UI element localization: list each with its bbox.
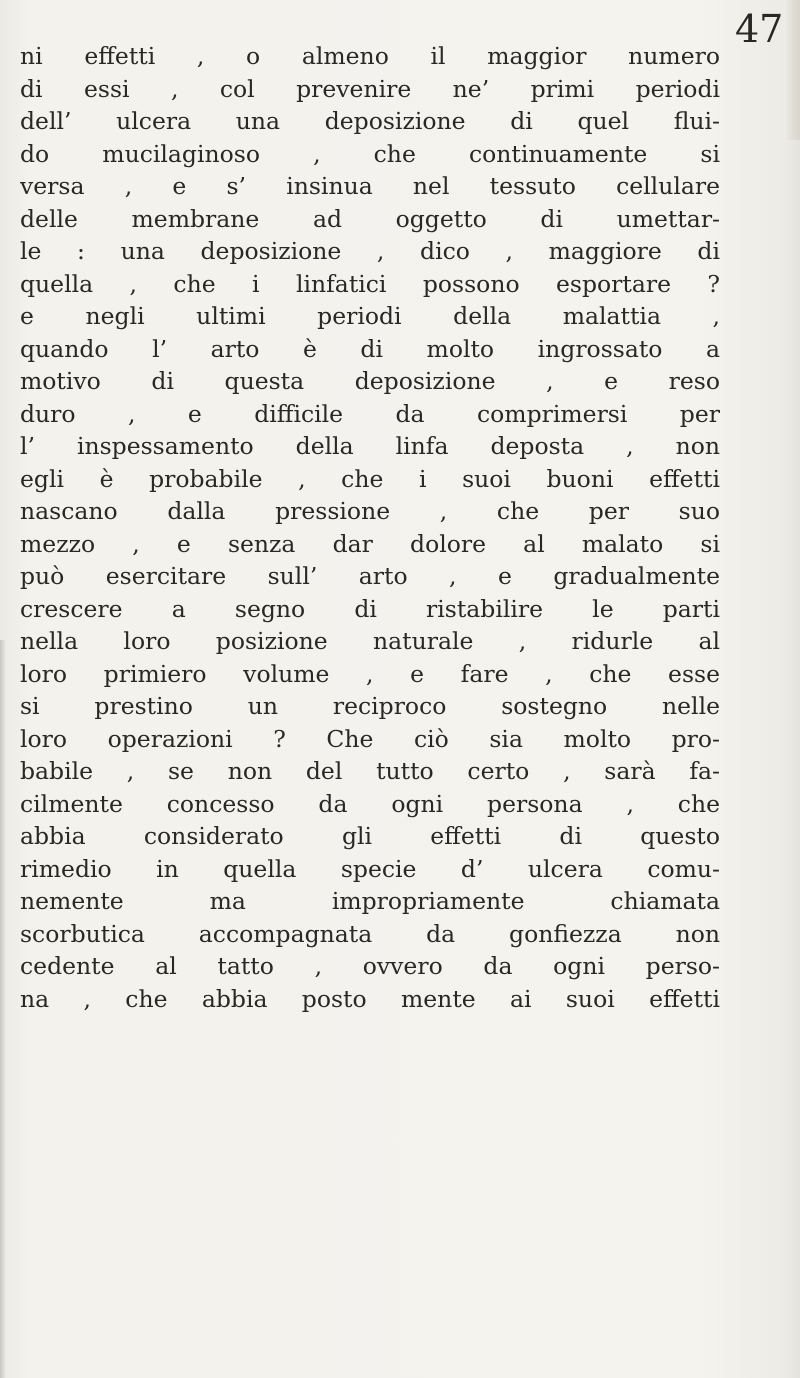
text-line: cilmente concesso da ogni persona , che	[20, 789, 720, 818]
text-line: nella loro posizione naturale , ridurle al	[20, 627, 720, 655]
text-line: versa , e s’ insinua nel tessuto cellulare	[20, 172, 720, 200]
text-line: nascano dalla pressione , che per suo	[20, 497, 720, 525]
text-line: delle membrane ad oggetto di umettar-	[20, 204, 720, 233]
text-line: crescere a segno di ristabilire le parti	[20, 594, 720, 623]
text-line: le : una deposizione , dico , maggiore di	[20, 237, 720, 265]
text-line: e negli ultimi periodi della malattia ,	[20, 302, 720, 330]
text-line: loro primiero volume , e fare , che esse	[20, 659, 720, 688]
text-line: quella , che i linfatici possono esportare ?	[20, 269, 720, 298]
text-line: abbia considerato gli effetti di questo	[20, 822, 720, 850]
text-line: cedente al tatto , ovvero da ogni perso-	[20, 952, 720, 980]
text-line: na , che abbia posto mente ai suoi effetti	[20, 984, 720, 1013]
text-line: scorbutica accompagnata da gonfiezza non	[20, 919, 720, 948]
text-line: nemente ma impropriamente chiamata	[20, 887, 720, 915]
text-line: motivo di questa deposizione , e reso	[20, 367, 720, 395]
text-line: l’ inspessamento della linfa deposta , non	[20, 432, 720, 460]
text-line: do mucilaginoso , che continuamente si	[20, 139, 720, 168]
text-line: rimedio in quella specie d’ ulcera comu-	[20, 854, 720, 883]
text-line: ni effetti , o almeno il maggior numero	[20, 42, 720, 70]
text-line: egli è probabile , che i suoi buoni effetti	[20, 464, 720, 493]
text-line: si prestino un reciproco sostegno nelle	[20, 692, 720, 720]
text-line: di essi , col prevenire ne’ primi periodi	[20, 74, 720, 103]
text-line: babile , se non del tutto certo , sarà fa-	[20, 757, 720, 785]
text-line: quando l’ arto è di molto ingrossato a	[20, 334, 720, 363]
text-line: mezzo , e senza dar dolore al malato si	[20, 529, 720, 558]
text-line: dell’ ulcera una deposizione di quel flui-	[20, 107, 720, 135]
text-line: loro operazioni ? Che ciò sia molto pro-	[20, 724, 720, 753]
text-line: duro , e difficile da comprimersi per	[20, 399, 720, 428]
body-text	[20, 40, 720, 1015]
text-line: può esercitare sull’ arto , e gradualmente	[20, 562, 720, 590]
gutter-shadow	[0, 640, 6, 1378]
page-edge	[786, 0, 800, 140]
page-number: 47	[735, 7, 784, 51]
